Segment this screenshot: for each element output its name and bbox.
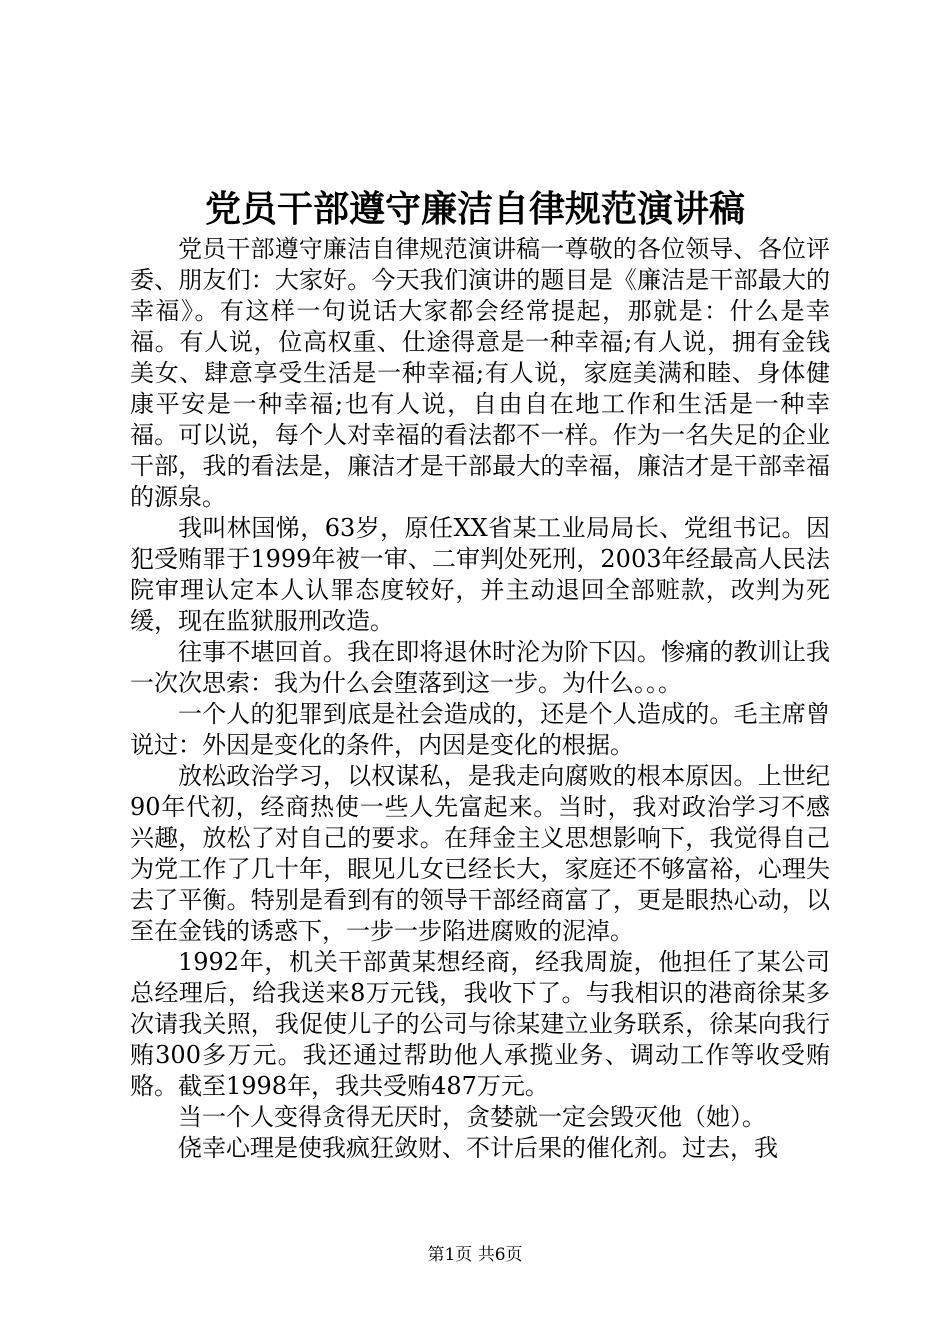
paragraph: 党员干部遵守廉洁自律规范演讲稿一尊敬的各位领导、各位评委、朋友们：大家好。今天我们演讲的题目是《廉洁是干部最大的幸福》。有这样一句说话大家都会经常提起，那就是：什么是幸福。有人说，位高权重、仕途得意是一种幸福;有人说，拥有金钱美女、肆意享受生活是一种幸福;有人说，家庭美满和睦、身体健康平安是一种幸福;也有人说，自由自在地工作和生活是一种幸福。可以说，每个人对幸福的看法都不一样。作为一名失足的企业干部，我的看法是，廉洁才是干部最大的幸福，廉洁才是干部幸福的源泉。 xyxy=(130,235,830,511)
document-body xyxy=(130,234,830,1164)
paragraph: 往事不堪回首。我在即将退休时沦为阶下囚。惨痛的教训让我一次次思索：我为什么会堕落到这一步。为什么。。。 xyxy=(130,638,830,697)
document-title: 党员干部遵守廉洁自律规范演讲稿 xyxy=(204,188,745,230)
paragraph: 当一个人变得贪得无厌时，贪婪就一定会毁灭他（她）。 xyxy=(178,1103,766,1131)
page-footer: 第1页 共6页 xyxy=(427,1245,523,1265)
paragraph: 侥幸心理是使我疯狂敛财、不计后果的催化剂。过去，我 xyxy=(178,1134,778,1162)
paragraph: 一个人的犯罪到底是社会造成的，还是个人造成的。毛主席曾说过：外因是变化的条件，内因是变化的根据。 xyxy=(130,700,830,759)
paragraph: 放松政治学习，以权谋私，是我走向腐败的根本原因。上世纪90年代初，经商热使一些人先富起来。当时，我对政治学习不感兴趣，放松了对自己的要求。在拜金主义思想影响下，我觉得自己为党工作了几十年，眼见儿女已经长大，家庭还不够富裕，心理失去了平衡。特别是看到有的领导干部经商富了，更是眼热心动，以至在金钱的诱惑下，一步一步陷进腐败的泥淖。 xyxy=(130,762,830,945)
paragraph: 1992年，机关干部黄某想经商，经我周旋，他担任了某公司总经理后，给我送来8万元钱，我收下了。与我相识的港商徐某多次请我关照，我促使儿子的公司与徐某建立业务联系，徐某向我行贿300多万元。我还通过帮助他人承揽业务、调动工作等收受贿赂。截至1998年，我共受贿487万元。 xyxy=(130,948,830,1100)
paragraph: 我叫林国悌，63岁，原任XX省某工业局局长、党组书记。因犯受贿罪于1999年被一审、二审判处死刑，2003年经最高人民法院审理认定本人认罪态度较好，并主动退回全部赃款，改判为死缓，现在监狱服刑改造。 xyxy=(130,514,830,635)
